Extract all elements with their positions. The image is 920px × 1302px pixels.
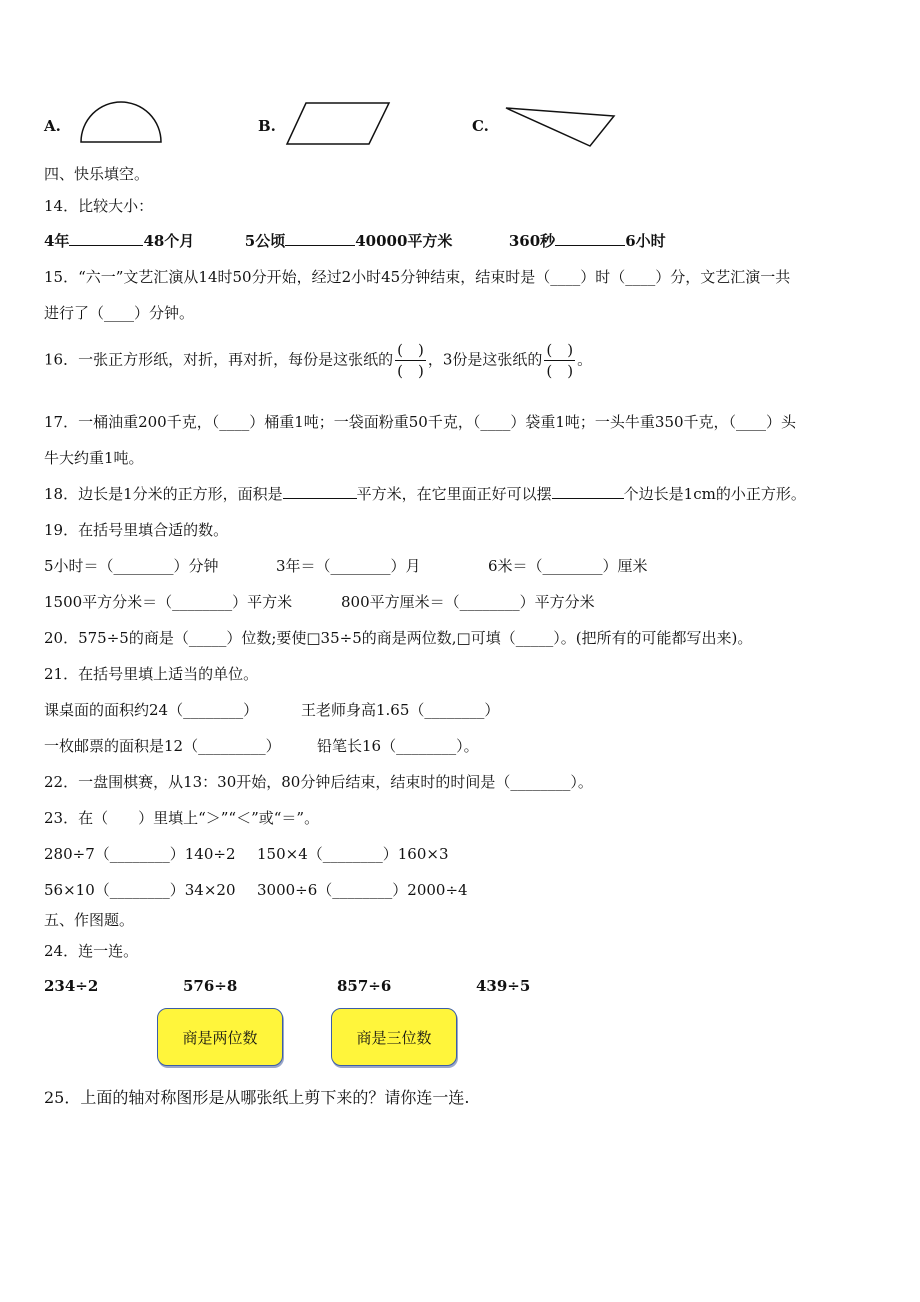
q19-row1-item1: 5小时＝（________）分钟 — [44, 557, 219, 575]
q23-row2-item1: 56×10（________）34×20 — [44, 881, 236, 899]
q19-label: 19．在括号里填合适的数。 — [44, 521, 229, 539]
q23-row1-item1: 280÷7（________）140÷2 — [44, 845, 236, 863]
q14-item1-right: 48个月 — [143, 232, 195, 250]
q21-row1-item2: 王老师身高1.65（________） — [301, 701, 500, 719]
q18-part2: 平方米，在它里面正好可以摆 — [356, 485, 552, 503]
q16-frac1-denominator: ( ) — [397, 362, 424, 380]
q14-item1-left: 4年 — [44, 232, 70, 250]
q21-row2-item2: 铅笔长16（________）。 — [317, 737, 479, 755]
q19-row2-item1: 1500平方分米＝（________）平方米 — [44, 593, 293, 611]
q24-expr-4[interactable]: 439÷5 — [476, 977, 531, 995]
bubble-three-digit[interactable]: 商是三位数 — [331, 1008, 457, 1066]
q25: 25．上面的轴对称图形是从哪张纸上剪下来的？请你连一连. — [44, 1088, 470, 1107]
option-c-label: C. — [472, 117, 489, 135]
triangle-shape — [502, 104, 620, 150]
q16-fraction-1[interactable] — [395, 340, 426, 381]
q20: 20．575÷5的商是（_____）位数;要使□35÷5的商是两位数,□可填（_____）。(把所有的可能都写出来)。 — [44, 629, 753, 647]
section-5-title: 五、作图题。 — [44, 911, 135, 929]
q14-item2-right: 40000平方米 — [355, 232, 453, 250]
q14-item3-left: 360秒 — [508, 232, 556, 250]
q22: 22．一盘围棋赛，从13：30开始，80分钟后结束，结束时的时间是（________）。 — [44, 773, 593, 791]
q14-items — [44, 230, 666, 251]
q14-label: 14．比较大小： — [44, 197, 154, 215]
section-4-title: 四、快乐填空。 — [44, 165, 150, 183]
q16-frac1-numerator: ( ) — [397, 341, 424, 359]
q16-part3: 。 — [577, 350, 593, 369]
q24-expr-1[interactable]: 234÷2 — [44, 977, 99, 995]
semicircle-shape — [78, 98, 164, 146]
q24-expr-3[interactable]: 857÷6 — [337, 977, 392, 995]
q19-row1-item3: 6米＝（________）厘米 — [488, 557, 648, 575]
q16-frac2-denominator: ( ) — [546, 362, 574, 380]
q23-label: 23．在（ ）里填上“＞”“＜”或“＝”。 — [44, 809, 320, 827]
parallelogram-shape — [284, 100, 392, 148]
q24-expr-2[interactable]: 576÷8 — [183, 977, 238, 995]
q18 — [44, 483, 806, 504]
q19-row1-item2: 3年＝（________）月 — [276, 557, 421, 575]
q18-blank-2[interactable] — [552, 484, 624, 499]
q24-label: 24．连一连。 — [44, 942, 139, 960]
q14-item3-right: 6小时 — [625, 232, 666, 250]
q17-line2: 牛大约重1吨。 — [44, 449, 144, 467]
q14-blank-3[interactable] — [555, 231, 625, 246]
q14-item2-left: 5公顷 — [244, 232, 286, 250]
q14-blank-2[interactable] — [285, 231, 355, 246]
q23-row1-item2: 150×4（________）160×3 — [257, 845, 449, 863]
q21-row2-item1: 一枚邮票的面积是12（_________） — [44, 737, 281, 755]
q23-row2-item2: 3000÷6（________）2000÷4 — [257, 881, 468, 899]
bubble-two-digit[interactable]: 商是两位数 — [157, 1008, 283, 1066]
q16 — [44, 340, 592, 381]
q18-part1: 18．边长是1分米的正方形，面积是 — [44, 485, 283, 503]
q15-line1: 15．“六一”文艺汇演从14时50分开始，经过2小时45分钟结束，结束时是（____）时（____）分，文艺汇演一共 — [44, 268, 791, 286]
q16-frac2-numerator: ( ) — [546, 341, 574, 359]
q16-part1: 16．一张正方形纸，对折，再对折，每份是这张纸的 — [44, 350, 394, 369]
option-a-label: A. — [44, 117, 61, 135]
q16-part2: ，3份是这张纸的 — [427, 350, 543, 369]
q19-row2-item2: 800平方厘米＝（________）平方分米 — [341, 593, 595, 611]
q21-row1-item1: 课桌面的面积约24（________） — [44, 701, 259, 719]
q17-line1: 17．一桶油重200千克，（____）桶重1吨；一袋面粉重50千克，（____）袋重1吨；一头牛重350千克，（____）头 — [44, 413, 797, 431]
q18-blank-1[interactable] — [283, 484, 357, 499]
q14-blank-1[interactable] — [69, 231, 143, 246]
q21-label: 21．在括号里填上适当的单位。 — [44, 665, 259, 683]
q15-line2: 进行了（____）分钟。 — [44, 304, 195, 322]
option-b-label: B. — [258, 117, 276, 135]
q18-part3: 个边长是1cm的小正方形。 — [623, 485, 806, 503]
q16-fraction-2[interactable] — [544, 340, 575, 381]
